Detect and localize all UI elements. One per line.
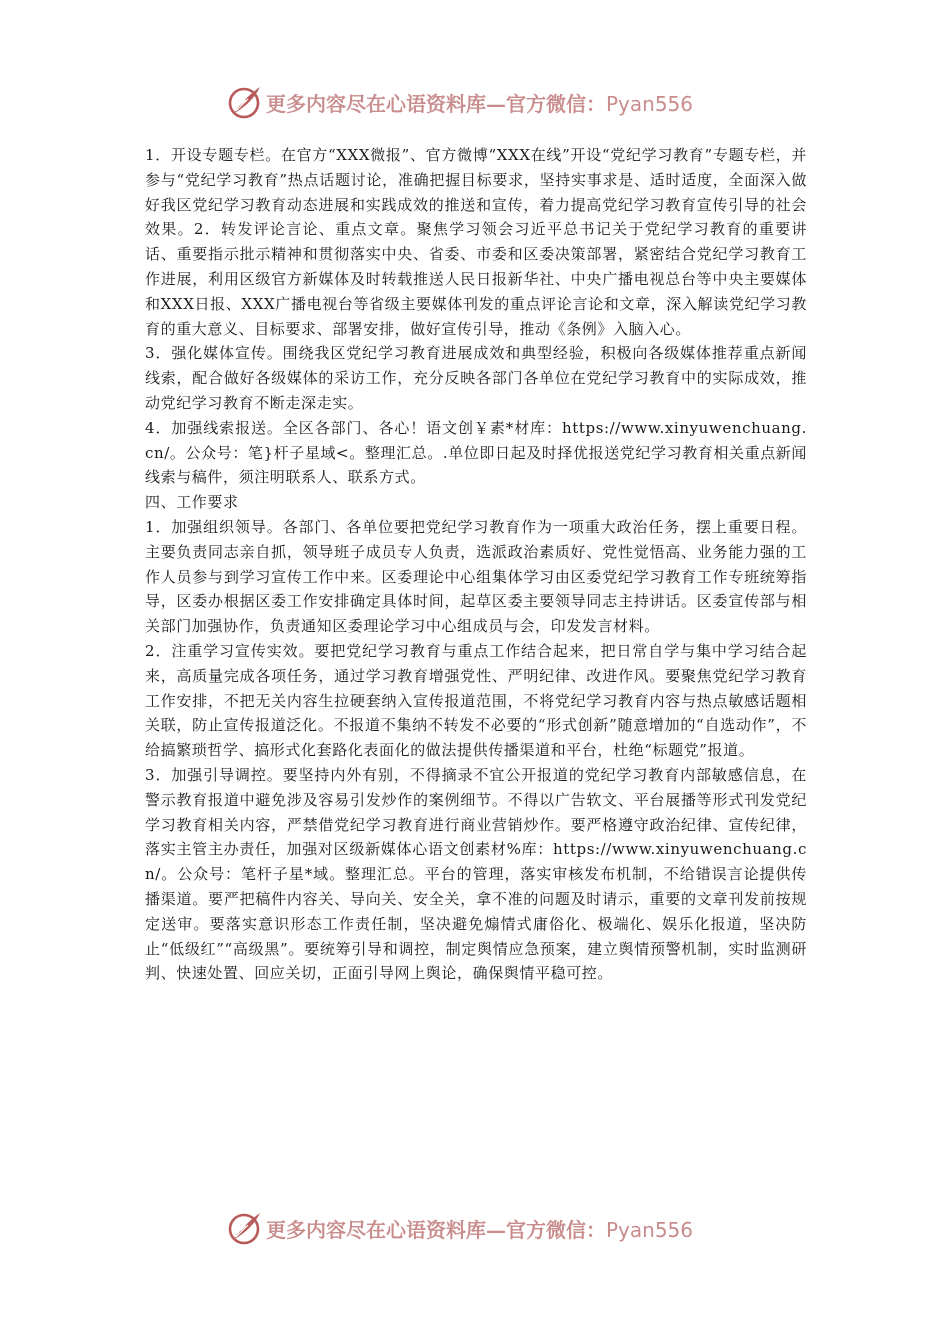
- paragraph-4: 1．加强组织领导。各部门、各单位要把党纪学习教育作为一项重大政治任务，摆上重要日程。主要负责同志亲自抓，领导班子成员专人负责，选派政治素质好、党性觉悟高、业务能力强的工作人员参与到学习宣传工作中来。区委理论中心组集体学习由区委党纪学习教育工作专班统筹指导，区委办根据区委工作安排确定具体时间，起草区委主要领导同志主持讲话。区委宣传部与相关部门加强协作，负责通知区委理论学习中心组成员与会，印发发言材料。: [145, 517, 807, 636]
- banner-account: Pyan556: [606, 1217, 694, 1242]
- paragraph-3: 4．加强线索报送。全区各部门、各心！语文创￥素*材库：https://www.xinyuwenchuang.cn/。公众号：笔}杆子星域<。整理汇总。.单位即日起及时择优报送党纪学习教育相关重点新闻线索与稿件，须注明联系人、联系方式。: [145, 418, 807, 487]
- footer-banner: [226, 1208, 726, 1248]
- header-banner-text: [266, 88, 693, 117]
- document-body: [145, 143, 807, 986]
- banner-prefix: 更多内容尽在心语资料库—官方微信：: [266, 91, 606, 116]
- header-banner: [226, 82, 726, 122]
- paragraph-2: 3．强化媒体宣传。围绕我区党纪学习教育进展成效和典型经验，积极向各级媒体推荐重点新闻线索，配合做好各级媒体的采访工作，充分反映各部门各单位在党纪学习教育中的实际成效，推动党纪学习教育不断走深走实。: [145, 344, 807, 412]
- banner-prefix: 更多内容尽在心语资料库—官方微信：: [266, 1217, 606, 1242]
- paragraph-6: 3．加强引导调控。要坚持内外有别，不得摘录不宜公开报道的党纪学习教育内部敏感信息，在警示教育报道中避免涉及容易引发炒作的案例细节。不得以广告软文、平台展播等形式刊发党纪学习教育相关内容，严禁借党纪学习教育进行商业营销炒作。要严格遵守政治纪律、宣传纪律，落实主管主办责任，加强对区级新媒体心语文创素材%库：https://www.xinyuwenchuang.cn/。公众号：笔杆子星*域。整理汇总。平台的管理，落实审核发布机制，不给错误言论提供传播渠道。要严把稿件内容关、导向关、安全关，拿不准的问题及时请示，重要的文章刊发前按规定送审。要落实意识形态工作责任制，坚决避免煽情式庸俗化、极端化、娱乐化报道，坚决防止“低级红”“高级黑”。要统筹引导和调控，制定舆情应急预案，建立舆情预警机制，实时监测研判、快速处置、回应关切，正面引导网上舆论，确保舆情平稳可控。: [145, 765, 807, 983]
- paragraph-5: 2．注重学习宣传实效。要把党纪学习教育与重点工作结合起来，把日常自学与集中学习结合起来，高质量完成各项任务，通过学习教育增强党性、严明纪律、改进作风。要聚焦党纪学习教育工作安排，不把无关内容生拉硬套纳入宣传报道范围，不将党纪学习教育内容与热点敏感话题相关联，防止宣传报道泛化。不报道不集纳不转发不必要的“形式创新”随意增加的“自选动作”，不给搞繁琐哲学、搞形式化套路化表面化的做法提供传播渠道和平台，杜绝“标题党”报道。: [145, 641, 807, 760]
- quill-logo-icon: [226, 83, 264, 121]
- banner-account: Pyan556: [606, 91, 694, 116]
- footer-banner-text: [266, 1214, 693, 1243]
- paragraph-1: 1．开设专题专栏。在官方“XXX微报”、官方微博“XXX在线”开设“党纪学习教育”专题专栏，并参与“党纪学习教育”热点话题讨论，准确把握目标要求，坚持实事求是、适时适度，全面深入做好我区党纪学习教育动态进展和实践成效的推送和宣传，着力提高党纪学习教育宣传引导的社会效果。2．转发评论言论、重点文章。聚焦学习领会习近平总书记关于党纪学习教育的重要讲话、重要指示批示精神和贯彻落实中央、省委、市委和区委决策部署，紧密结合党纪学习教育工作进展，利用区级官方新媒体及时转载推送人民日报新华社、中央广播电视总台等中央主要媒体和XXX日报、XXX广播电视台等省级主要媒体刊发的重点评论言论和文章，深入解读党纪学习教育的重大意义、目标要求、部署安排，做好宣传引导，推动《条例》入脑入心。: [145, 146, 807, 338]
- section-heading: 四、工作要求: [145, 493, 239, 512]
- quill-logo-icon: [226, 1209, 264, 1247]
